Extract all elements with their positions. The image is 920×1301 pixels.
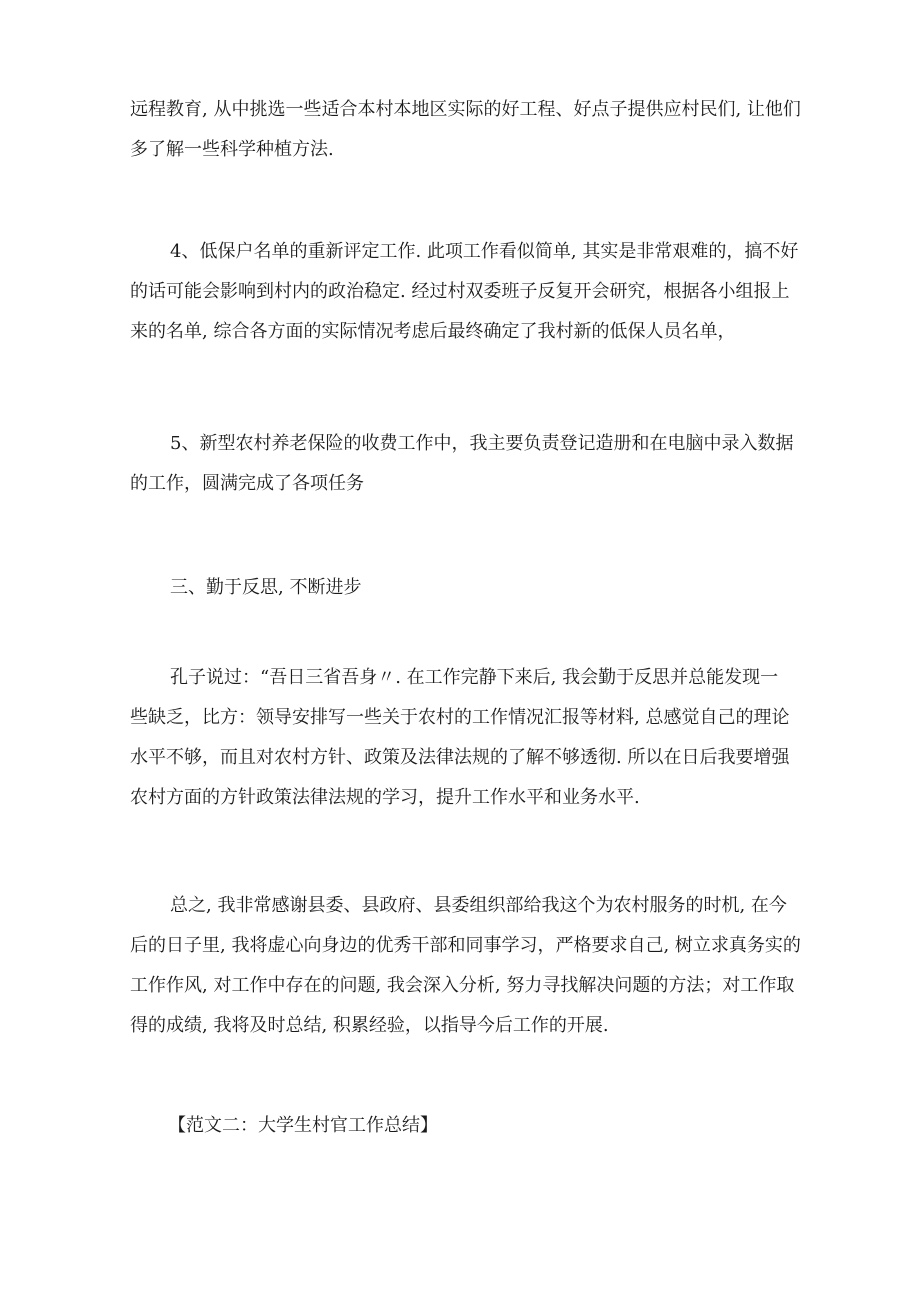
text-line: 工作作风, 对工作中存在的问题, 我会深入分析, 努力寻找解决问题的方法；对工作取 — [130, 975, 795, 996]
heading-text: 三、勤于反思, 不断进步 — [170, 577, 362, 598]
paragraph-item-5 — [130, 424, 815, 504]
paragraph-confucius — [130, 658, 815, 818]
text-line: 得的成绩, 我将及时总结, 积累经验，以指导今后工作的开展. — [130, 1015, 609, 1036]
text-line: 些缺乏，比方：领导安排写一些关于农村的工作情况汇报等材料, 总感觉自己的理论 — [130, 707, 790, 728]
text-line: 农村方面的方针政策法律法规的学习，提升工作水平和业务水平. — [130, 787, 640, 808]
section-heading-reflection — [130, 568, 815, 608]
section-title-sample-two — [130, 1106, 815, 1146]
text-line: 的工作，圆满完成了各项任务 — [130, 473, 364, 494]
text-line: 远程教育, 从中挑选一些适合本村本地区实际的好工程、好点子提供应村民们, 让他们 — [130, 99, 801, 120]
text-line: 4、低保户名单的重新评定工作. 此项工作看似简单, 其实是非常艰难的，搞不好 — [170, 241, 799, 262]
text-line: 5、新型农村养老保险的收费工作中，我主要负责登记造册和在电脑中录入数据 — [170, 433, 794, 454]
text-line: 多了解一些科学种植方法. — [130, 139, 334, 160]
text-line: 孔子说过：“吾日三省吾身〃. 在工作完静下来后, 我会勤于反思并总能发现一 — [170, 667, 779, 688]
text-line: 的话可能会影响到村内的政治稳定. 经过村双委班子反复开会研究，根据各小组报上 — [130, 281, 790, 302]
text-line: 总之, 我非常感谢县委、县政府、县委组织部给我这个为农村服务的时机, 在今 — [170, 895, 787, 916]
text-line: 来的名单, 综合各方面的实际情况考虑后最终确定了我村新的低保人员名单， — [130, 321, 736, 342]
text-line: 后的日子里, 我将虚心向身边的优秀干部和同事学习，严格要求自己, 树立求真务实的 — [130, 935, 801, 956]
paragraph-remote-education — [130, 90, 815, 170]
paragraph-conclusion — [130, 886, 815, 1046]
paragraph-item-4 — [130, 232, 815, 352]
title-text: 【范文二：大学生村官工作总结】 — [168, 1115, 438, 1136]
text-line: 水平不够，而且对农村方针、政策及法律法规的了解不够透彻. 所以在日后我要增强 — [130, 747, 790, 768]
